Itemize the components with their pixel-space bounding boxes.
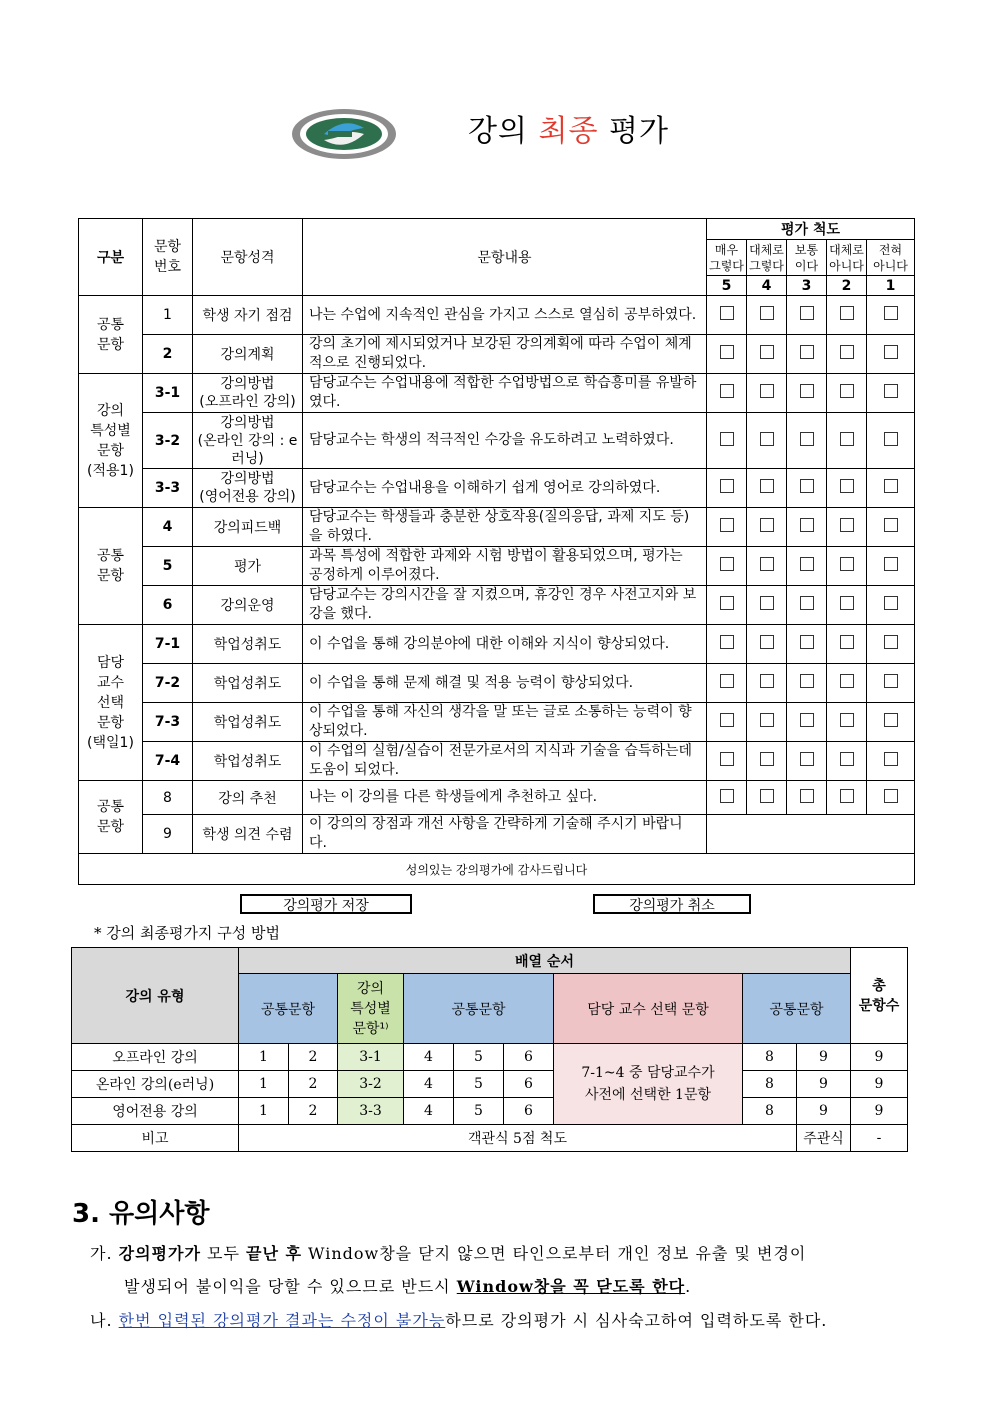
col-common2: 공통문항 — [404, 974, 554, 1044]
item-char: 평가 — [193, 547, 303, 586]
item-content: 이 강의의 장점과 개선 사항을 간략하게 기술해 주시기 바랍니다. — [303, 815, 707, 854]
table-row — [72, 1044, 908, 1071]
rating-checkbox[interactable] — [747, 508, 787, 547]
rating-checkbox[interactable] — [787, 547, 827, 586]
cell: 5 — [454, 1044, 504, 1071]
item-char: 학업성취도 — [193, 625, 303, 664]
cell: 2 — [289, 1071, 338, 1098]
table-row — [79, 742, 915, 781]
item-char: 강의 추천 — [193, 781, 303, 815]
rating-checkbox[interactable] — [787, 742, 827, 781]
header-order: 배열 순서 — [239, 948, 851, 974]
opinion-textarea[interactable] — [707, 815, 915, 854]
table-row — [79, 664, 915, 703]
cell: 5 — [454, 1071, 504, 1098]
rating-checkbox[interactable] — [747, 296, 787, 335]
item-num: 3-1 — [143, 374, 193, 413]
grade-label: 대체로 그렇다 — [747, 240, 787, 276]
cell: 3-2 — [338, 1071, 404, 1098]
rating-checkbox[interactable] — [867, 508, 915, 547]
item-content: 이 수업을 통해 강의분야에 대한 이해와 지식이 향상되었다. — [303, 625, 707, 664]
rating-checkbox[interactable] — [707, 664, 747, 703]
config-note: * 강의 최종평가지 구성 방법 — [94, 924, 280, 942]
table-row — [79, 374, 915, 413]
header-char: 문항성격 — [193, 219, 303, 296]
item-content: 이 수업을 통해 문제 해결 및 적용 능력이 향상되었다. — [303, 664, 707, 703]
item-char: 학업성취도 — [193, 742, 303, 781]
cell: 9 — [851, 1044, 908, 1071]
item-char: 학생 자기 점검 — [193, 296, 303, 335]
rating-checkbox[interactable] — [827, 781, 867, 815]
item-num: 8 — [143, 781, 193, 815]
item-char: 강의계획 — [193, 335, 303, 374]
grade-value: 3 — [787, 276, 827, 296]
item-num: 6 — [143, 586, 193, 625]
grade-label: 매우 그렇다 — [707, 240, 747, 276]
cell: 3-1 — [338, 1044, 404, 1071]
rating-checkbox[interactable] — [827, 508, 867, 547]
rating-checkbox[interactable] — [827, 374, 867, 413]
rating-checkbox[interactable] — [747, 586, 787, 625]
cell: 8 — [743, 1098, 797, 1125]
rating-checkbox[interactable] — [707, 742, 747, 781]
rating-checkbox[interactable] — [867, 664, 915, 703]
group-label: 강의 특성별 문항 (적용1) — [79, 374, 143, 508]
item-content: 과목 특성에 적합한 과제와 시험 방법이 활용되었으며, 평가는 공정하게 이루어졌다. — [303, 547, 707, 586]
remark-total: - — [851, 1125, 908, 1152]
config-table — [71, 947, 908, 1152]
rating-checkbox[interactable] — [867, 781, 915, 815]
rating-checkbox[interactable] — [707, 586, 747, 625]
rating-checkbox[interactable] — [787, 469, 827, 508]
rating-checkbox[interactable] — [707, 374, 747, 413]
rating-checkbox[interactable] — [867, 742, 915, 781]
cell: 9 — [851, 1071, 908, 1098]
table-row — [79, 335, 915, 374]
rating-checkbox[interactable] — [707, 508, 747, 547]
rating-checkbox[interactable] — [867, 413, 915, 469]
rating-checkbox[interactable] — [747, 703, 787, 742]
group-label: 공통 문항 — [79, 296, 143, 374]
grade-label: 대체로 아니다 — [827, 240, 867, 276]
rating-checkbox[interactable] — [747, 374, 787, 413]
cell: 9 — [797, 1044, 851, 1071]
rating-checkbox[interactable] — [787, 413, 827, 469]
table-row — [79, 413, 915, 469]
item-char: 강의방법 (영어전용 강의) — [193, 469, 303, 508]
remark-subjective: 주관식 — [797, 1125, 851, 1152]
rating-checkbox[interactable] — [787, 508, 827, 547]
rating-checkbox[interactable] — [827, 586, 867, 625]
rating-checkbox[interactable] — [747, 469, 787, 508]
table-row — [72, 1071, 908, 1098]
rating-checkbox[interactable] — [787, 781, 827, 815]
cell: 9 — [851, 1098, 908, 1125]
notice-item-a: 가. 강의평가가 모두 끝난 후 Window창을 닫지 않으면 타인으로부터 개인 정보 유출 및 변경이 — [90, 1244, 807, 1263]
table-row — [72, 1098, 908, 1125]
item-num: 3-3 — [143, 469, 193, 508]
rating-checkbox[interactable] — [827, 469, 867, 508]
item-char: 강의방법 (온라인 강의 : e러닝) — [193, 413, 303, 469]
rating-checkbox[interactable] — [787, 586, 827, 625]
lecture-type: 오프라인 강의 — [72, 1044, 239, 1071]
item-num: 7-1 — [143, 625, 193, 664]
grade-label: 보통 이다 — [787, 240, 827, 276]
cell: 1 — [239, 1098, 289, 1125]
rating-checkbox[interactable] — [867, 469, 915, 508]
rating-checkbox[interactable] — [867, 625, 915, 664]
cell: 4 — [404, 1098, 454, 1125]
group-label: 공통 문항 — [79, 781, 143, 854]
notice-item-b: 나. 한번 입력된 강의평가 결과는 수정이 불가능하므로 강의평가 시 심사숙고하여 입력하도록 한다. — [90, 1311, 828, 1330]
item-content: 강의 초기에 제시되었거나 보강된 강의계획에 따라 수업이 체계적으로 진행되었다. — [303, 335, 707, 374]
cell: 1 — [239, 1071, 289, 1098]
thanks-message: 성의있는 강의평가에 감사드립니다 — [79, 854, 915, 885]
item-num: 4 — [143, 508, 193, 547]
col-common1: 공통문항 — [239, 974, 338, 1044]
item-num: 3-2 — [143, 413, 193, 469]
rating-checkbox[interactable] — [827, 547, 867, 586]
header-total: 총 문항수 — [851, 948, 908, 1044]
rating-checkbox[interactable] — [747, 781, 787, 815]
cell: 9 — [797, 1098, 851, 1125]
header-scale: 평가 척도 — [707, 219, 915, 240]
cell: 2 — [289, 1044, 338, 1071]
rating-checkbox[interactable] — [787, 664, 827, 703]
item-content: 담당교수는 수업내용을 이해하기 쉽게 영어로 강의하였다. — [303, 469, 707, 508]
grade-value: 1 — [867, 276, 915, 296]
cell: 2 — [289, 1098, 338, 1125]
header-content: 문항내용 — [303, 219, 707, 296]
university-seal-icon — [290, 108, 398, 160]
cell: 8 — [743, 1044, 797, 1071]
rating-checkbox[interactable] — [827, 703, 867, 742]
rating-checkbox[interactable] — [867, 703, 915, 742]
rating-checkbox[interactable] — [707, 413, 747, 469]
rating-checkbox[interactable] — [707, 296, 747, 335]
table-row — [79, 815, 915, 854]
item-char: 강의피드백 — [193, 508, 303, 547]
cell: 3-3 — [338, 1098, 404, 1125]
table-row — [79, 854, 915, 885]
rating-checkbox[interactable] — [747, 547, 787, 586]
item-content: 담당교수는 학생들과 충분한 상호작용(질의응답, 과제 지도 등)을 하였다. — [303, 508, 707, 547]
item-content: 이 수업을 통해 자신의 생각을 말 또는 글로 소통하는 능력이 향상되었다. — [303, 703, 707, 742]
col-prof: 담당 교수 선택 문항 — [554, 974, 743, 1044]
rating-checkbox[interactable] — [867, 547, 915, 586]
rating-checkbox[interactable] — [787, 703, 827, 742]
cell: 6 — [504, 1071, 554, 1098]
rating-checkbox[interactable] — [827, 296, 867, 335]
rating-checkbox[interactable] — [747, 335, 787, 374]
header-lecture-type: 강의 유형 — [72, 948, 239, 1044]
group-label: 공통 문항 — [79, 508, 143, 625]
rating-checkbox[interactable] — [827, 625, 867, 664]
item-num: 7-4 — [143, 742, 193, 781]
grade-value: 5 — [707, 276, 747, 296]
item-content: 담당교수는 학생의 적극적인 수강을 유도하려고 노력하였다. — [303, 413, 707, 469]
rating-checkbox[interactable] — [747, 742, 787, 781]
group-label: 담당 교수 선택 문항 (택일1) — [79, 625, 143, 781]
item-num: 2 — [143, 335, 193, 374]
cancel-evaluation-button[interactable]: 강의평가 취소 — [593, 894, 751, 914]
rating-checkbox[interactable] — [747, 664, 787, 703]
item-char: 학생 의견 수렴 — [193, 815, 303, 854]
lecture-type: 온라인 강의(e러닝) — [72, 1071, 239, 1098]
remark-label: 비고 — [72, 1125, 239, 1152]
rating-checkbox[interactable] — [827, 664, 867, 703]
rating-checkbox[interactable] — [707, 335, 747, 374]
item-num: 7-3 — [143, 703, 193, 742]
table-row — [79, 469, 915, 508]
rating-checkbox[interactable] — [707, 625, 747, 664]
table-row — [79, 586, 915, 625]
item-char: 강의방법 (오프라인 강의) — [193, 374, 303, 413]
table-row — [79, 547, 915, 586]
header-num: 문항 번호 — [143, 219, 193, 296]
cell: 4 — [404, 1044, 454, 1071]
table-row — [72, 1125, 908, 1152]
page-title: 강의 최종 평가 — [468, 114, 669, 149]
rating-checkbox[interactable] — [747, 413, 787, 469]
item-content: 나는 이 강의를 다른 학생들에게 추천하고 싶다. — [303, 781, 707, 815]
item-char: 강의운영 — [193, 586, 303, 625]
cell: 9 — [797, 1071, 851, 1098]
rating-checkbox[interactable] — [827, 413, 867, 469]
rating-checkbox[interactable] — [707, 469, 747, 508]
item-char: 학업성취도 — [193, 703, 303, 742]
cell: 1 — [239, 1044, 289, 1071]
grade-label: 전혀 아니다 — [867, 240, 915, 276]
rating-checkbox[interactable] — [747, 625, 787, 664]
item-num: 7-2 — [143, 664, 193, 703]
grade-value: 4 — [747, 276, 787, 296]
table-row — [79, 703, 915, 742]
rating-checkbox[interactable] — [787, 374, 827, 413]
table-row — [79, 296, 915, 335]
rating-checkbox[interactable] — [827, 742, 867, 781]
col-common3: 공통문항 — [743, 974, 851, 1044]
rating-checkbox[interactable] — [707, 547, 747, 586]
rating-checkbox[interactable] — [787, 335, 827, 374]
cell: 5 — [454, 1098, 504, 1125]
evaluation-table — [78, 218, 915, 885]
table-row — [79, 625, 915, 664]
item-num: 9 — [143, 815, 193, 854]
rating-checkbox[interactable] — [827, 335, 867, 374]
rating-checkbox[interactable] — [867, 296, 915, 335]
grade-value: 2 — [827, 276, 867, 296]
header-gubun: 구분 — [79, 219, 143, 296]
item-content: 나는 수업에 지속적인 관심을 가지고 스스로 열심히 공부하였다. — [303, 296, 707, 335]
rating-checkbox[interactable] — [867, 586, 915, 625]
table-row — [79, 781, 915, 815]
rating-checkbox[interactable] — [787, 296, 827, 335]
item-num: 1 — [143, 296, 193, 335]
rating-checkbox[interactable] — [707, 703, 747, 742]
notice-item-a-cont: 발생되어 불이익을 당할 수 있으므로 반드시 Window창을 꼭 닫도록 한다. — [124, 1277, 692, 1296]
cell: 6 — [504, 1098, 554, 1125]
item-num: 5 — [143, 547, 193, 586]
rating-checkbox[interactable] — [787, 625, 827, 664]
rating-checkbox[interactable] — [707, 781, 747, 815]
table-row — [79, 508, 915, 547]
item-content: 이 수업의 실험/실습이 전문가로서의 지식과 기술을 습득하는데 도움이 되었다. — [303, 742, 707, 781]
prof-choice-cell: 7-1~4 중 담당교수가 사전에 선택한 1문항 — [554, 1044, 743, 1125]
col-special: 강의 특성별 문항¹⁾ — [338, 974, 404, 1044]
cell: 4 — [404, 1071, 454, 1098]
section-title: 3. 유의사항 — [72, 1199, 210, 1229]
rating-checkbox[interactable] — [867, 335, 915, 374]
lecture-type: 영어전용 강의 — [72, 1098, 239, 1125]
item-content: 담당교수는 수업내용에 적합한 수업방법으로 학습흥미를 유발하였다. — [303, 374, 707, 413]
remark-objective: 객관식 5점 척도 — [239, 1125, 797, 1152]
cell: 8 — [743, 1071, 797, 1098]
rating-checkbox[interactable] — [867, 374, 915, 413]
save-evaluation-button[interactable]: 강의평가 저장 — [240, 894, 412, 914]
page-header — [0, 100, 992, 170]
cell: 6 — [504, 1044, 554, 1071]
item-char: 학업성취도 — [193, 664, 303, 703]
item-content: 담당교수는 강의시간을 잘 지켰으며, 휴강인 경우 사전고지와 보강을 했다. — [303, 586, 707, 625]
